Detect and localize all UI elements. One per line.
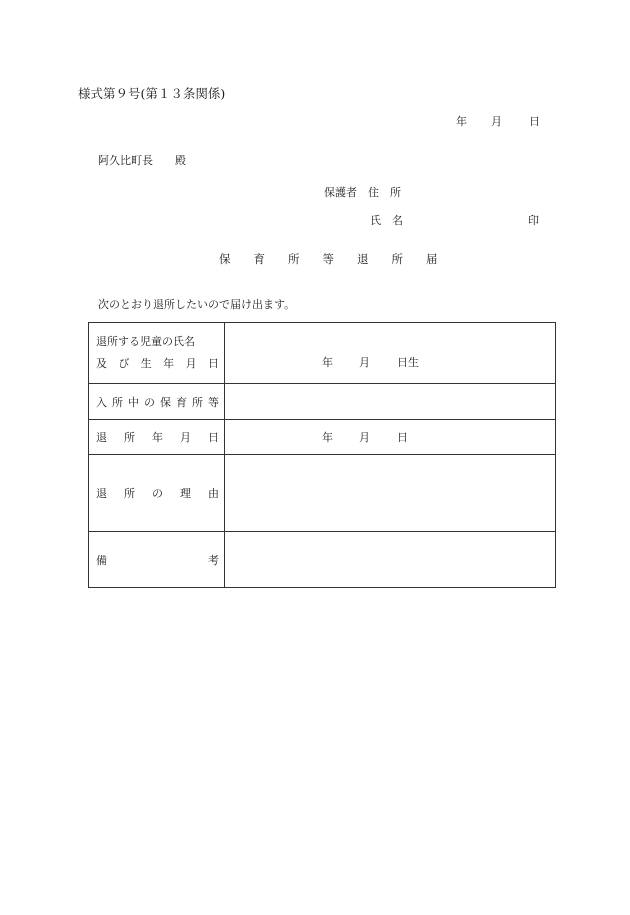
seal-mark: 印 <box>528 214 539 227</box>
remarks-label: 備 考 <box>89 532 225 588</box>
withdrawal-form-table <box>88 322 556 588</box>
date-month-label: 月 <box>491 115 502 128</box>
table-row <box>89 455 556 532</box>
date-day-label: 日 <box>529 115 540 128</box>
table-row <box>89 532 556 588</box>
withdrawal-day-label: 日 <box>397 431 408 444</box>
birth-month-label: 月 <box>359 356 370 369</box>
guardian-address-label: 保護者 住 所 <box>324 186 401 199</box>
form-number: 様式第９号(第１３条関係) <box>78 86 226 101</box>
child-name-birth-label: 退所する児童の氏名 及 び 生 年 月 日 <box>89 323 225 384</box>
table-row <box>89 420 556 455</box>
birth-day-label: 日生 <box>397 356 419 369</box>
current-facility-label: 入 所 中 の 保 育 所 等 <box>89 384 225 420</box>
addressee: 阿久比町長 殿 <box>98 154 186 167</box>
birth-year-label: 年 <box>322 356 333 369</box>
withdrawal-date-field[interactable] <box>225 420 556 455</box>
form-title: 保 育 所 等 退 所 届 <box>219 252 438 266</box>
remarks-field[interactable] <box>225 532 556 588</box>
child-name-birth-field[interactable] <box>225 323 556 384</box>
withdrawal-reason-field[interactable] <box>225 455 556 532</box>
withdrawal-reason-label: 退 所 の 理 由 <box>89 455 225 532</box>
table-row <box>89 384 556 420</box>
guardian-name-label: 氏 名 <box>370 214 403 227</box>
withdrawal-month-label: 月 <box>359 431 370 444</box>
date-year-label: 年 <box>456 115 467 128</box>
withdrawal-year-label: 年 <box>322 431 333 444</box>
intro-text: 次のとおり退所したいので届け出ます。 <box>98 298 296 311</box>
birth-label-line: 及 び 生 年 月 日 <box>96 357 219 370</box>
table-row <box>89 323 556 384</box>
submission-date <box>456 113 540 129</box>
withdrawal-date-label: 退 所 年 月 日 <box>89 420 225 455</box>
current-facility-field[interactable] <box>225 384 556 420</box>
